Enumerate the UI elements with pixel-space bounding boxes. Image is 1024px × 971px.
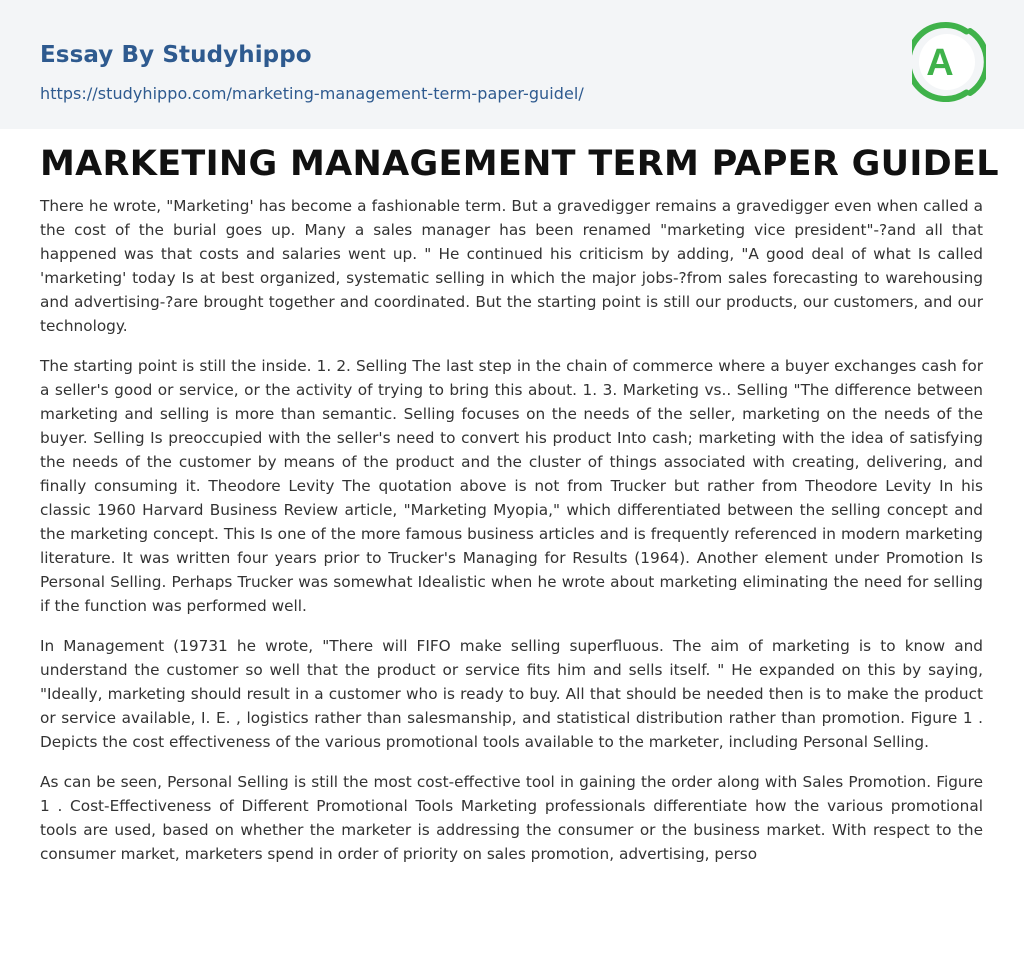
studyhippo-logo-icon[interactable] — [912, 19, 986, 105]
logo-letter: A — [926, 42, 954, 84]
paragraph-3: In Management (19731 he wrote, "There will FIFO make selling superfluous. The aim of marketing is to know and understand the customer so well that the product or service fits him and sells itself. " He expanded on this by saying, "Ideally, marketing should result in a customer who is ready to buy. All that should be needed then is to make the product or service available, I. E. , logistics rather than salesmanship, and statistical distribution rather than promotion. Figure 1 . Depicts the cost effectiveness of the various promotional tools available to the marketer, including Personal Selling. — [40, 637, 983, 751]
essay-body — [40, 194, 983, 882]
paragraph-4: As can be seen, Personal Selling is still the most cost-effective tool in gaining the order along with Sales Promotion. Figure 1 . Cost-Effectiveness of Different Promotional Tools Marketing professionals differentiate how the various promotional tools are used, based on whether the marketer is addressing the consumer or the business market. With respect to the consumer market, marketers spend in order of priority on sales promotion, advertising, perso — [40, 773, 983, 863]
site-header — [0, 0, 1024, 129]
paragraph-1: There he wrote, "Marketing' has become a fashionable term. But a gravedigger remains a gravedigger even when called a the cost of the burial goes up. Many a sales manager has been renamed "marketing vice president"-?and all that happened was that costs and salaries went up. " He continued his criticism by adding, "A good deal of what Is called 'marketing' today Is at best organized, systematic selling in which the major jobs-?from sales forecasting to warehousing and advertising-?are brought together and coordinated. But the starting point is still our products, our customers, and our technology. — [40, 197, 983, 335]
page-title: MARKETING MANAGEMENT TERM PAPER GUIDEL — [40, 144, 999, 184]
source-url-link[interactable]: https://studyhippo.com/marketing-management-term-paper-guidel/ — [40, 84, 584, 103]
paragraph-2: The starting point is still the inside. 1. 2. Selling The last step in the chain of commerce where a buyer exchanges cash for a seller's good or service, or the activity of trying to bring this about. 1. 3. Marketing vs.. Selling "The difference between marketing and selling is more than semantic. Selling focuses on the needs of the seller, marketing on the needs of the buyer. Selling Is preoccupied with the seller's need to convert his product Into cash; marketing with the idea of satisfying the needs of the customer by means of the product and the cluster of things associated with creating, delivering, and finally consuming it. Theodore Levity The quotation above is not from Trucker but rather from Theodore Levity In his classic 1960 Harvard Business Review article, "Marketing Myopia," which differentiated between the selling concept and the marketing concept. This Is one of the more famous business articles and is frequently referenced in modern marketing literature. It was written four years prior to Trucker's Managing for Results (1964). Another element under Promotion Is Personal Selling. Perhaps Trucker was somewhat Idealistic when he wrote about marketing eliminating the need for selling if the function was performed well. — [40, 357, 983, 615]
brand-title[interactable]: Essay By Studyhippo — [40, 42, 312, 68]
